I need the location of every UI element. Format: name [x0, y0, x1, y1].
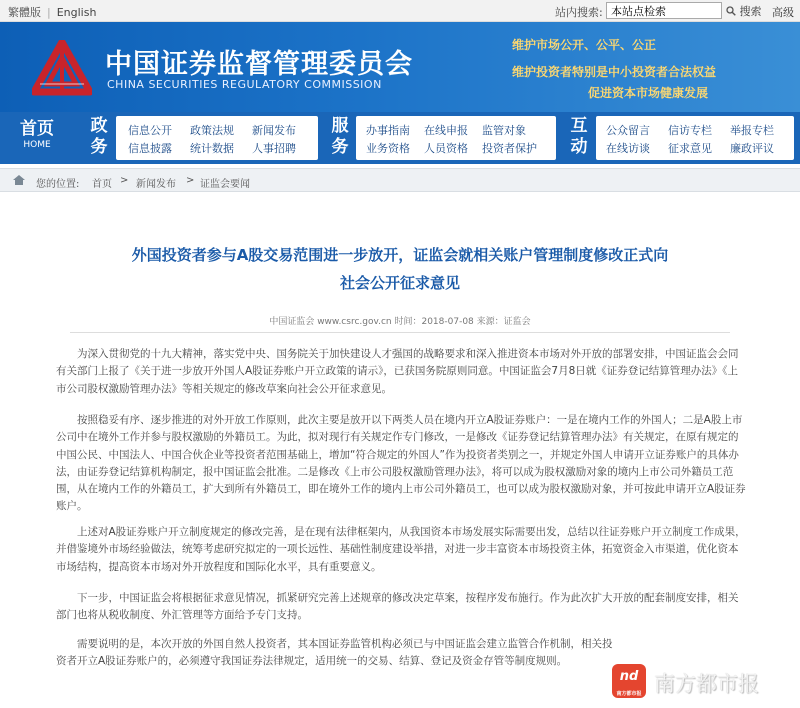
breadcrumb-prefix: 您的位置:: [36, 179, 80, 190]
advanced-search-link[interactable]: 高级: [772, 6, 794, 19]
divider: |: [47, 6, 51, 19]
top-utility-bar: [0, 0, 800, 22]
nav-link-regulated[interactable]: 监管对象: [482, 124, 526, 137]
lang-english-link[interactable]: English: [56, 6, 97, 19]
article-paragraph-5: 需要说明的是，本次开放的外国自然人投资者，其本国证券监管机构必须已与中国证监会建立监管合作机制，相关投资者开立A股证券账户的，必须遵守我国证券法律规定，适用统一的交易、结算、登记及资金存管等制度规则。: [56, 638, 613, 668]
nav-panel-gov: [116, 116, 318, 160]
lang-traditional-link[interactable]: 繁體版: [8, 6, 41, 19]
nav-link-person-qual[interactable]: 人员资格: [424, 142, 468, 155]
watermark-badge-text: nd: [619, 669, 639, 684]
article-title-line-2: 社会公开征求意见: [339, 274, 460, 292]
breadcrumb: [0, 168, 800, 192]
nav-group-interact-char-2: 动: [570, 137, 588, 157]
nav-home[interactable]: [8, 118, 66, 158]
nav-link-guide[interactable]: 办事指南: [366, 124, 410, 137]
nav-link-info-public[interactable]: 信息公开: [128, 124, 172, 137]
nav-home-cn: 首页: [20, 119, 54, 139]
nav-group-service-char-2: 务: [331, 137, 349, 157]
nav-link-policy[interactable]: 政策法规: [190, 124, 234, 137]
breadcrumb-current[interactable]: 证监会要闻: [200, 179, 250, 190]
breadcrumb-news[interactable]: 新闻发布: [136, 179, 176, 190]
main-nav: [0, 112, 800, 164]
nav-link-integrity[interactable]: 廉政评议: [730, 142, 774, 155]
nav-link-message[interactable]: 公众留言: [606, 124, 650, 137]
nav-link-business-qual[interactable]: 业务资格: [366, 142, 410, 155]
search-button[interactable]: [726, 3, 762, 19]
csrc-logo[interactable]: [32, 40, 92, 96]
article-paragraph-3: 上述对A股证券账户开立制度规定的修改完善，是在现有法律框架内，从我国资本市场发展实际需要出发，总结以往证券账户开立制度工作成果，并借鉴境外市场经验做法，统筹考虑研究拟定的一项长远性、基础性制度建设举措，对进一步丰富资本市场投资主体，拓宽资金入市渠道，优化资本市场结构，提高资本市场对外开放程度和国际化水平，具有重要意义。: [56, 526, 746, 573]
nav-group-gov-char-1: 政: [90, 116, 108, 136]
breadcrumb-separator: >: [120, 175, 129, 186]
nav-link-news[interactable]: 新闻发布: [252, 124, 296, 137]
language-switcher: [8, 4, 102, 20]
nav-home-en: HOME: [23, 140, 51, 150]
nav-link-report[interactable]: 举报专栏: [730, 124, 774, 137]
slogan-line-1: 维护市场公开、公平、公正: [512, 38, 657, 52]
nav-group-interact-char-1: 互: [570, 116, 588, 136]
divider: [70, 332, 730, 333]
search-input[interactable]: [606, 2, 722, 19]
article-paragraph-2: 按照稳妥有序、逐步推进的对外开放工作原则，此次主要是放开以下两类人员在境内开立A股证券账户：一是在境内工作的外国人；二是A股上市公司中在境外工作并参与股权激励的外籍员工。为此，拟对现行有关规定作专门修改，一是修改《证券登记结算管理办法》有关规定，在原有规定的中国公民、中国法人、中国合伙企业等投资者范围基础上，增加“符合规定的外国人”作为投资者类别之一，并规定外国人申请开立证券账户的具体办法，由证券登记结算机构制定，报中国证监会批准。二是修改《上市公司股权激励管理办法》，将可以成为股权激励对象的境内上市公司外籍员工范围，从在境内工作的外籍员工，扩大到所有外籍员工，即在境外工作的境内上市公司外籍员工，也可以成为股权激励对象，并可按此申请开立A股证券账户。: [56, 414, 746, 513]
breadcrumb-home[interactable]: 首页: [92, 179, 112, 190]
nav-group-service-title: [329, 116, 351, 158]
slogan-line-3: 促进资本市场健康发展: [588, 86, 709, 100]
nav-link-consultation[interactable]: 征求意见: [668, 142, 712, 155]
article-title-line-1: 外国投资者参与A股交易范围进一步放开，证监会就相关账户管理制度修改正式向: [131, 246, 669, 264]
nav-link-interview[interactable]: 在线访谈: [606, 142, 650, 155]
site-header: [0, 22, 800, 112]
site-title-cn: 中国证券监督管理委员会: [105, 49, 413, 80]
nav-group-gov-title: [88, 116, 110, 158]
search-label: 站内搜索:: [555, 6, 603, 19]
slogan-line-2: 维护投资者特别是中小投资者合法权益: [512, 65, 717, 79]
watermark-text: 南方都市报: [654, 672, 759, 696]
nav-link-petition[interactable]: 信访专栏: [668, 124, 712, 137]
article-paragraph-1: 为深入贯彻党的十九大精神，落实党中央、国务院关于加快建设人才强国的战略要求和深入推进资本市场对外开放的部署安排，中国证监会会同有关部门上报了《关于进一步放开外国人A股证券账户开立政策的请示》，已获国务院原则同意。中国证监会7月8日就《证券登记结算管理办法》《上市公司股权激励管理办法》等相关规定的修改草案向社会公开征求意见。: [56, 348, 739, 395]
nav-panel-service: [356, 116, 556, 160]
nav-group-gov-char-2: 务: [90, 137, 108, 157]
nav-link-statistics[interactable]: 统计数据: [190, 142, 234, 155]
nav-panel-interact: [596, 116, 794, 160]
nav-group-service-char-1: 服: [331, 116, 349, 136]
nav-link-disclosure[interactable]: 信息披露: [128, 142, 172, 155]
article-meta: 中国证监会 www.csrc.gov.cn 时间：2018-07-08 来源：证监会: [269, 317, 531, 327]
watermark-logo: [612, 664, 646, 698]
home-icon[interactable]: [12, 174, 26, 186]
nav-link-investor-protect[interactable]: 投资者保护: [482, 142, 537, 155]
nav-link-recruitment[interactable]: 人事招聘: [252, 142, 296, 155]
watermark-badge-subtext: 南方都市报: [616, 691, 642, 697]
search-icon: [726, 6, 736, 16]
nav-group-interact-title: [568, 116, 590, 158]
article-paragraph-4: 下一步，中国证监会将根据征求意见情况，抓紧研究完善上述规章的修改决定草案，按程序发布施行。作为此次扩大开放的配套制度安排，相关部门也将从税收制度、外汇管理等方面给予专门支持。: [56, 592, 739, 622]
search-button-label: 搜索: [739, 5, 762, 18]
site-title-en: CHINA SECURITIES REGULATORY COMMISSION: [107, 78, 382, 91]
nav-link-online-filing[interactable]: 在线申报: [424, 124, 468, 137]
breadcrumb-separator: >: [186, 175, 195, 186]
